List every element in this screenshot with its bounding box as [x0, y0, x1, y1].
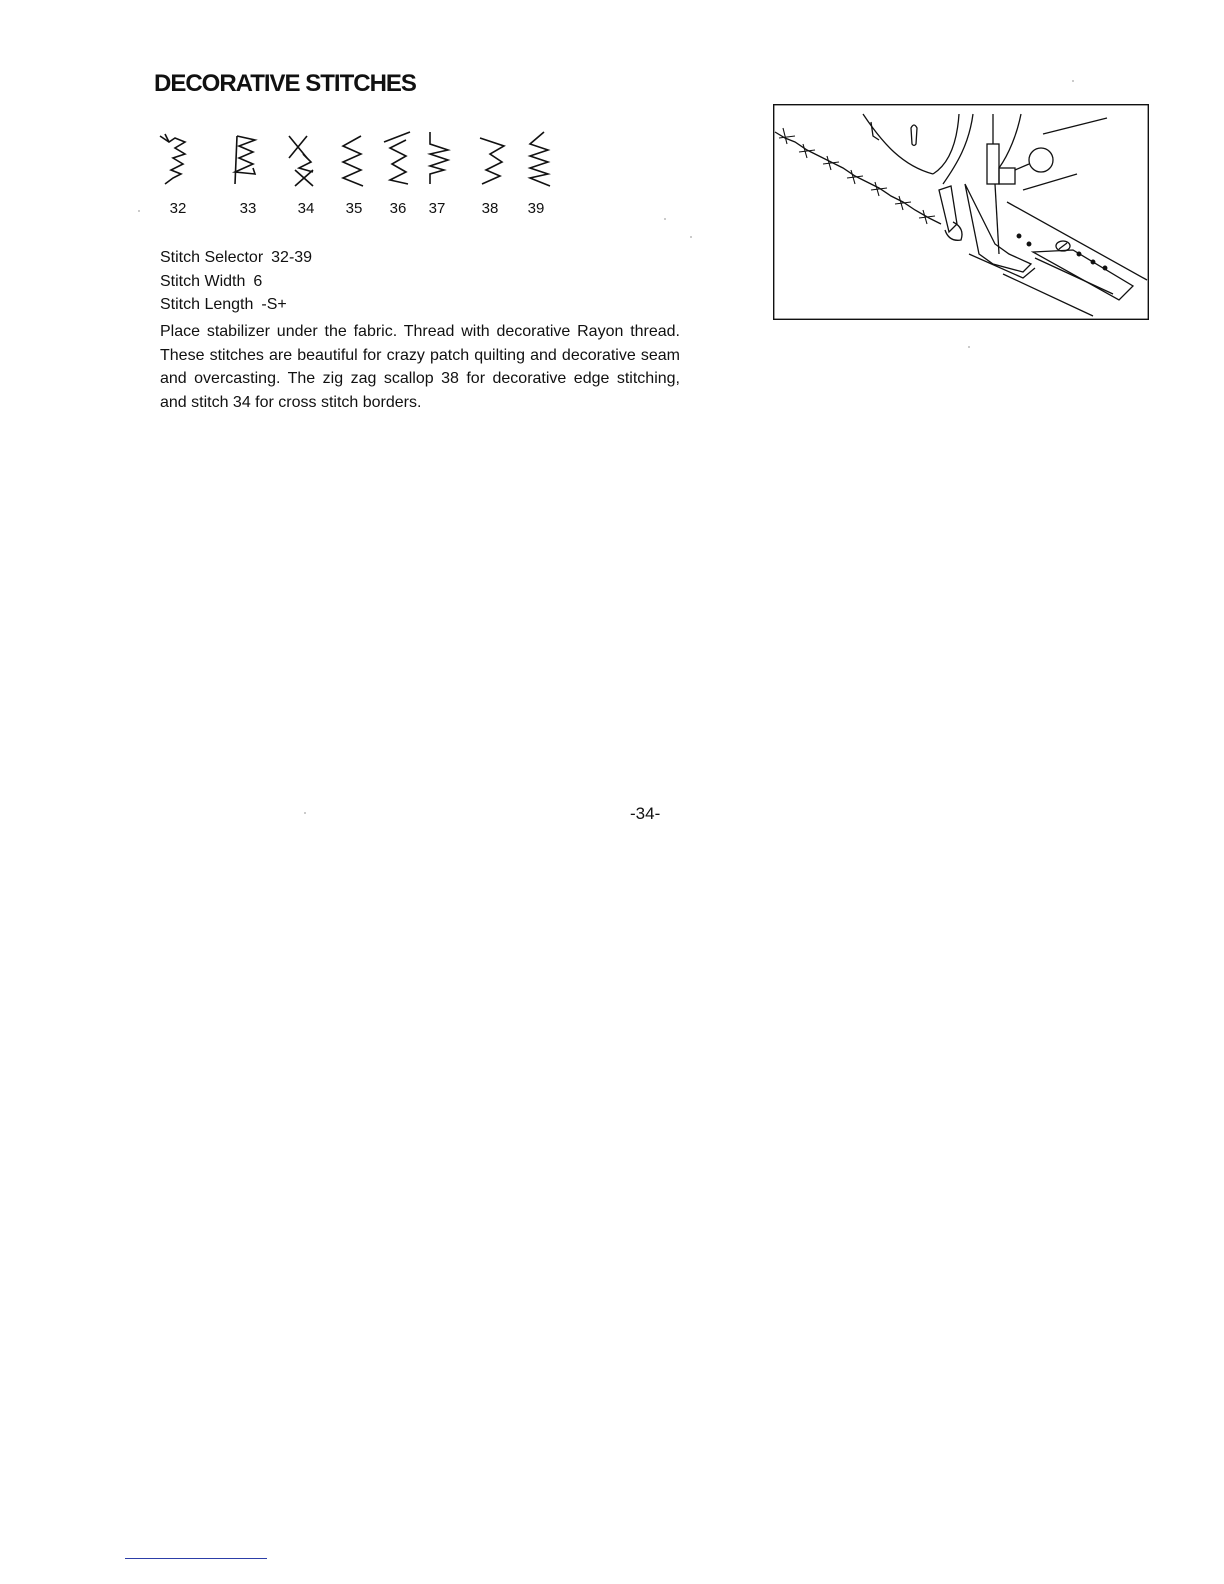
stitch-length-line — [160, 293, 312, 317]
stitch-width-line — [160, 270, 312, 294]
stitch-35-icon — [333, 128, 373, 188]
stitch-number: 38 — [481, 200, 499, 217]
stitch-length-value: -S+ — [261, 296, 287, 313]
stitch-number: 36 — [389, 200, 407, 217]
scan-speck — [138, 210, 140, 212]
stitch-width-label: Stitch Width — [160, 272, 246, 290]
instructions-paragraph: Place stabilizer under the fabric. Thread with decorative Rayon thread. These stitches are beautiful for crazy patch quilting and decorative seam and overcasting. The zig zag scallop 38 for decorative edge stitching, and stitch 34 for cross stitch borders. — [160, 323, 680, 411]
stitch-39-icon — [518, 128, 558, 188]
stitch-36-icon — [376, 128, 416, 188]
page-number: -34- — [630, 804, 661, 823]
stitch-number: 34 — [297, 200, 315, 217]
scan-speck — [690, 236, 692, 238]
stitch-length-label: Stitch Length — [160, 296, 254, 313]
scan-speck — [1072, 80, 1074, 82]
scan-speck — [968, 346, 970, 348]
stitch-34-icon — [283, 128, 323, 188]
stitch-32-icon — [155, 128, 195, 188]
sewing-machine-presser-foot-illustration — [773, 104, 1149, 320]
stitch-selector-line — [160, 246, 312, 270]
stitch-width-value: 6 — [253, 272, 263, 290]
footer-rule — [125, 1558, 267, 1559]
scan-speck — [664, 218, 666, 220]
stitch-number: 32 — [169, 200, 187, 217]
stitch-37-icon — [418, 128, 458, 188]
stitch-selector-value: 32-39 — [271, 249, 313, 266]
stitch-number: 33 — [239, 200, 257, 217]
stitch-number: 35 — [345, 200, 363, 217]
stitch-number: 37 — [428, 200, 446, 217]
stitch-settings — [160, 246, 312, 317]
stitch-33-icon — [225, 128, 265, 188]
page-title: DECORATIVE STITCHES — [154, 70, 416, 97]
stitch-38-icon — [474, 128, 514, 188]
scan-speck — [304, 812, 306, 814]
stitch-number: 39 — [527, 200, 545, 217]
stitch-selector-label: Stitch Selector — [160, 249, 264, 266]
stitch-pattern-row — [150, 128, 570, 223]
